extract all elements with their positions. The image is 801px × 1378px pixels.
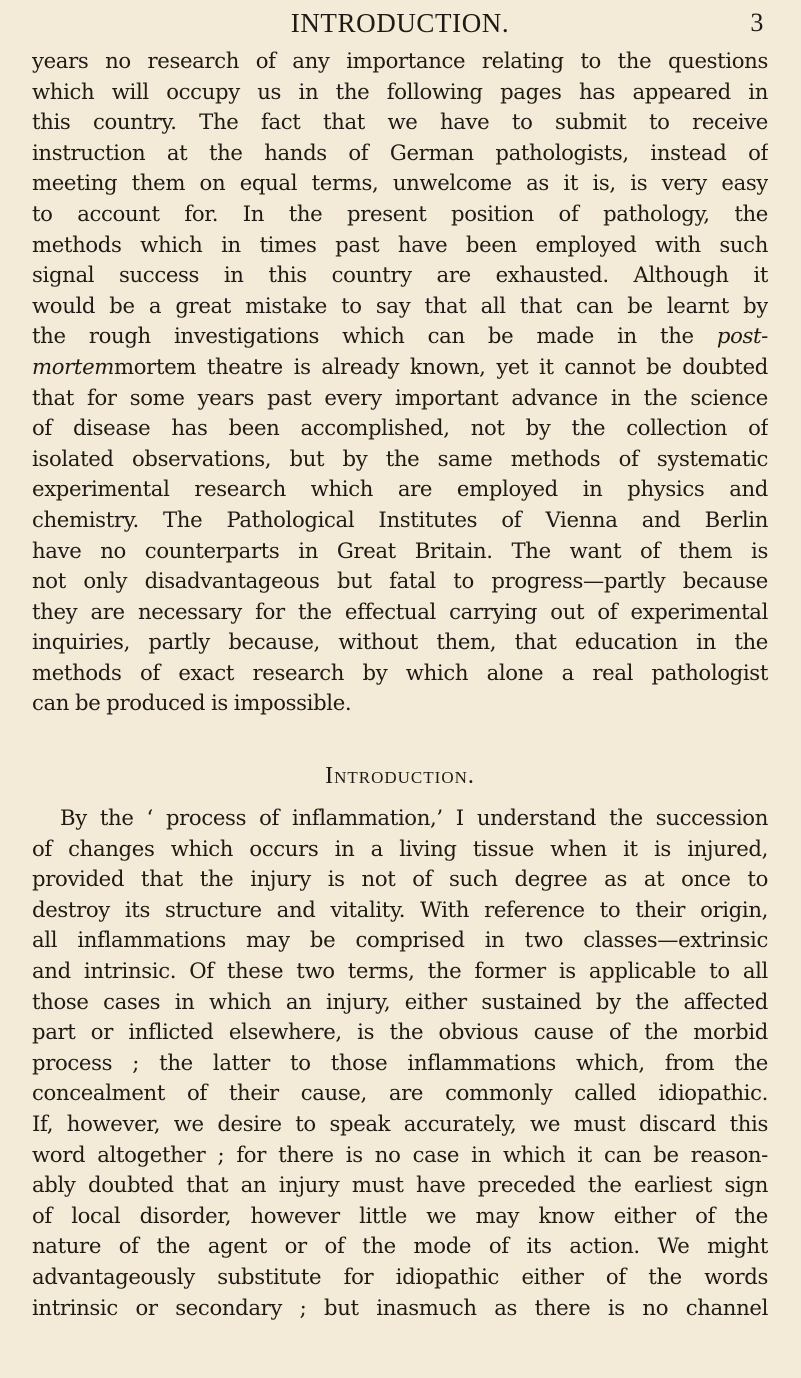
text-line: they are necessary for the effectual carrying out of experimental (32, 598, 768, 624)
text-line: word altogether ; for there is no case in which it can be reason- (32, 1141, 768, 1167)
italic-term: post- (716, 323, 768, 349)
text-line: methods which in times past have been employed with such (32, 231, 768, 257)
italic-term: mortem (32, 353, 115, 379)
running-header (32, 6, 768, 40)
text-line: By the ‘ process of inflammation,’ I understand the succession (60, 805, 768, 831)
text-line: chemistry. The Pathological Institutes of Vienna and Berlin (32, 506, 768, 532)
text-line: have no counterparts in Great Britain. The want of them is (32, 537, 768, 563)
text-line: experimental research which are employed in physics and (32, 476, 768, 502)
text-line: process ; the latter to those inflammations which, from the (32, 1049, 768, 1075)
text-line: isolated observations, but by the same methods of systematic (32, 445, 768, 471)
text-line: signal success in this country are exhausted. Although it (32, 262, 768, 288)
page-number: 3 (750, 8, 764, 37)
text-line: which will occupy us in the following pages has appeared in (32, 78, 768, 104)
text-line: not only disadvantageous but fatal to progress—partly because (32, 568, 768, 594)
text-line: can be produced is impossible. (32, 690, 352, 716)
text-line: inquiries, partly because, without them, that education in the (32, 629, 768, 655)
text-line: ably doubted that an injury must have preceded the earliest sign (32, 1172, 768, 1198)
text-line: instruction at the hands of German pathologists, instead of (32, 139, 768, 165)
text-fragment: mortem theatre is already known, yet it cannot be doubted (114, 353, 768, 379)
text-line: to account for. In the present position of pathology, the (32, 200, 768, 226)
text-line: provided that the injury is not of such degree as at once to (32, 866, 768, 892)
text-line: this country. The fact that we have to submit to receive (32, 109, 768, 135)
paragraph-continued (32, 46, 768, 719)
text-line: part or inflicted elsewhere, is the obvious cause of the morbid (32, 1019, 768, 1045)
text-line: nature of the agent or of the mode of its action. We might (32, 1233, 768, 1259)
text-line: years no research of any importance relating to the questions (32, 48, 768, 73)
text-line: intrinsic or secondary ; but inasmuch as there is no channel (32, 1294, 768, 1320)
text-line: of changes which occurs in a living tissue when it is injured, (32, 835, 768, 861)
section-heading: Introduction. (325, 763, 475, 790)
running-title: INTRODUCTION. (290, 8, 510, 38)
text-line: would be a great mistake to say that all that can be learnt by (32, 292, 768, 318)
text-line: concealment of their cause, are commonly called idiopathic. (32, 1080, 768, 1106)
text-line: of disease has been accomplished, not by the collection of (32, 415, 768, 441)
text-line: all inflammations may be comprised in two classes—extrinsic (32, 927, 768, 953)
text-line: those cases in which an injury, either sustained by the affected (32, 988, 768, 1014)
text-line: meeting them on equal terms, unwelcome as it is, is very easy (32, 170, 768, 196)
text-line: that for some years past every important advance in the science (32, 384, 768, 410)
text-line: advantageously substitute for idiopathic either of the words (32, 1263, 768, 1289)
text-line (32, 352, 768, 383)
text-fragment: the rough investigations which can be made in the (32, 323, 717, 349)
text-line: If, however, we desire to speak accurately, we must discard this (32, 1111, 768, 1136)
text-line (32, 321, 768, 352)
text-line: methods of exact research by which alone a real pathologist (32, 659, 768, 685)
paragraph (32, 803, 768, 1323)
text-line: and intrinsic. Of these two terms, the former is applicable to all (32, 958, 768, 984)
text-line: of local disorder, however little we may know either of the (32, 1202, 768, 1228)
text-line: destroy its structure and vitality. With reference to their origin, (32, 896, 768, 922)
